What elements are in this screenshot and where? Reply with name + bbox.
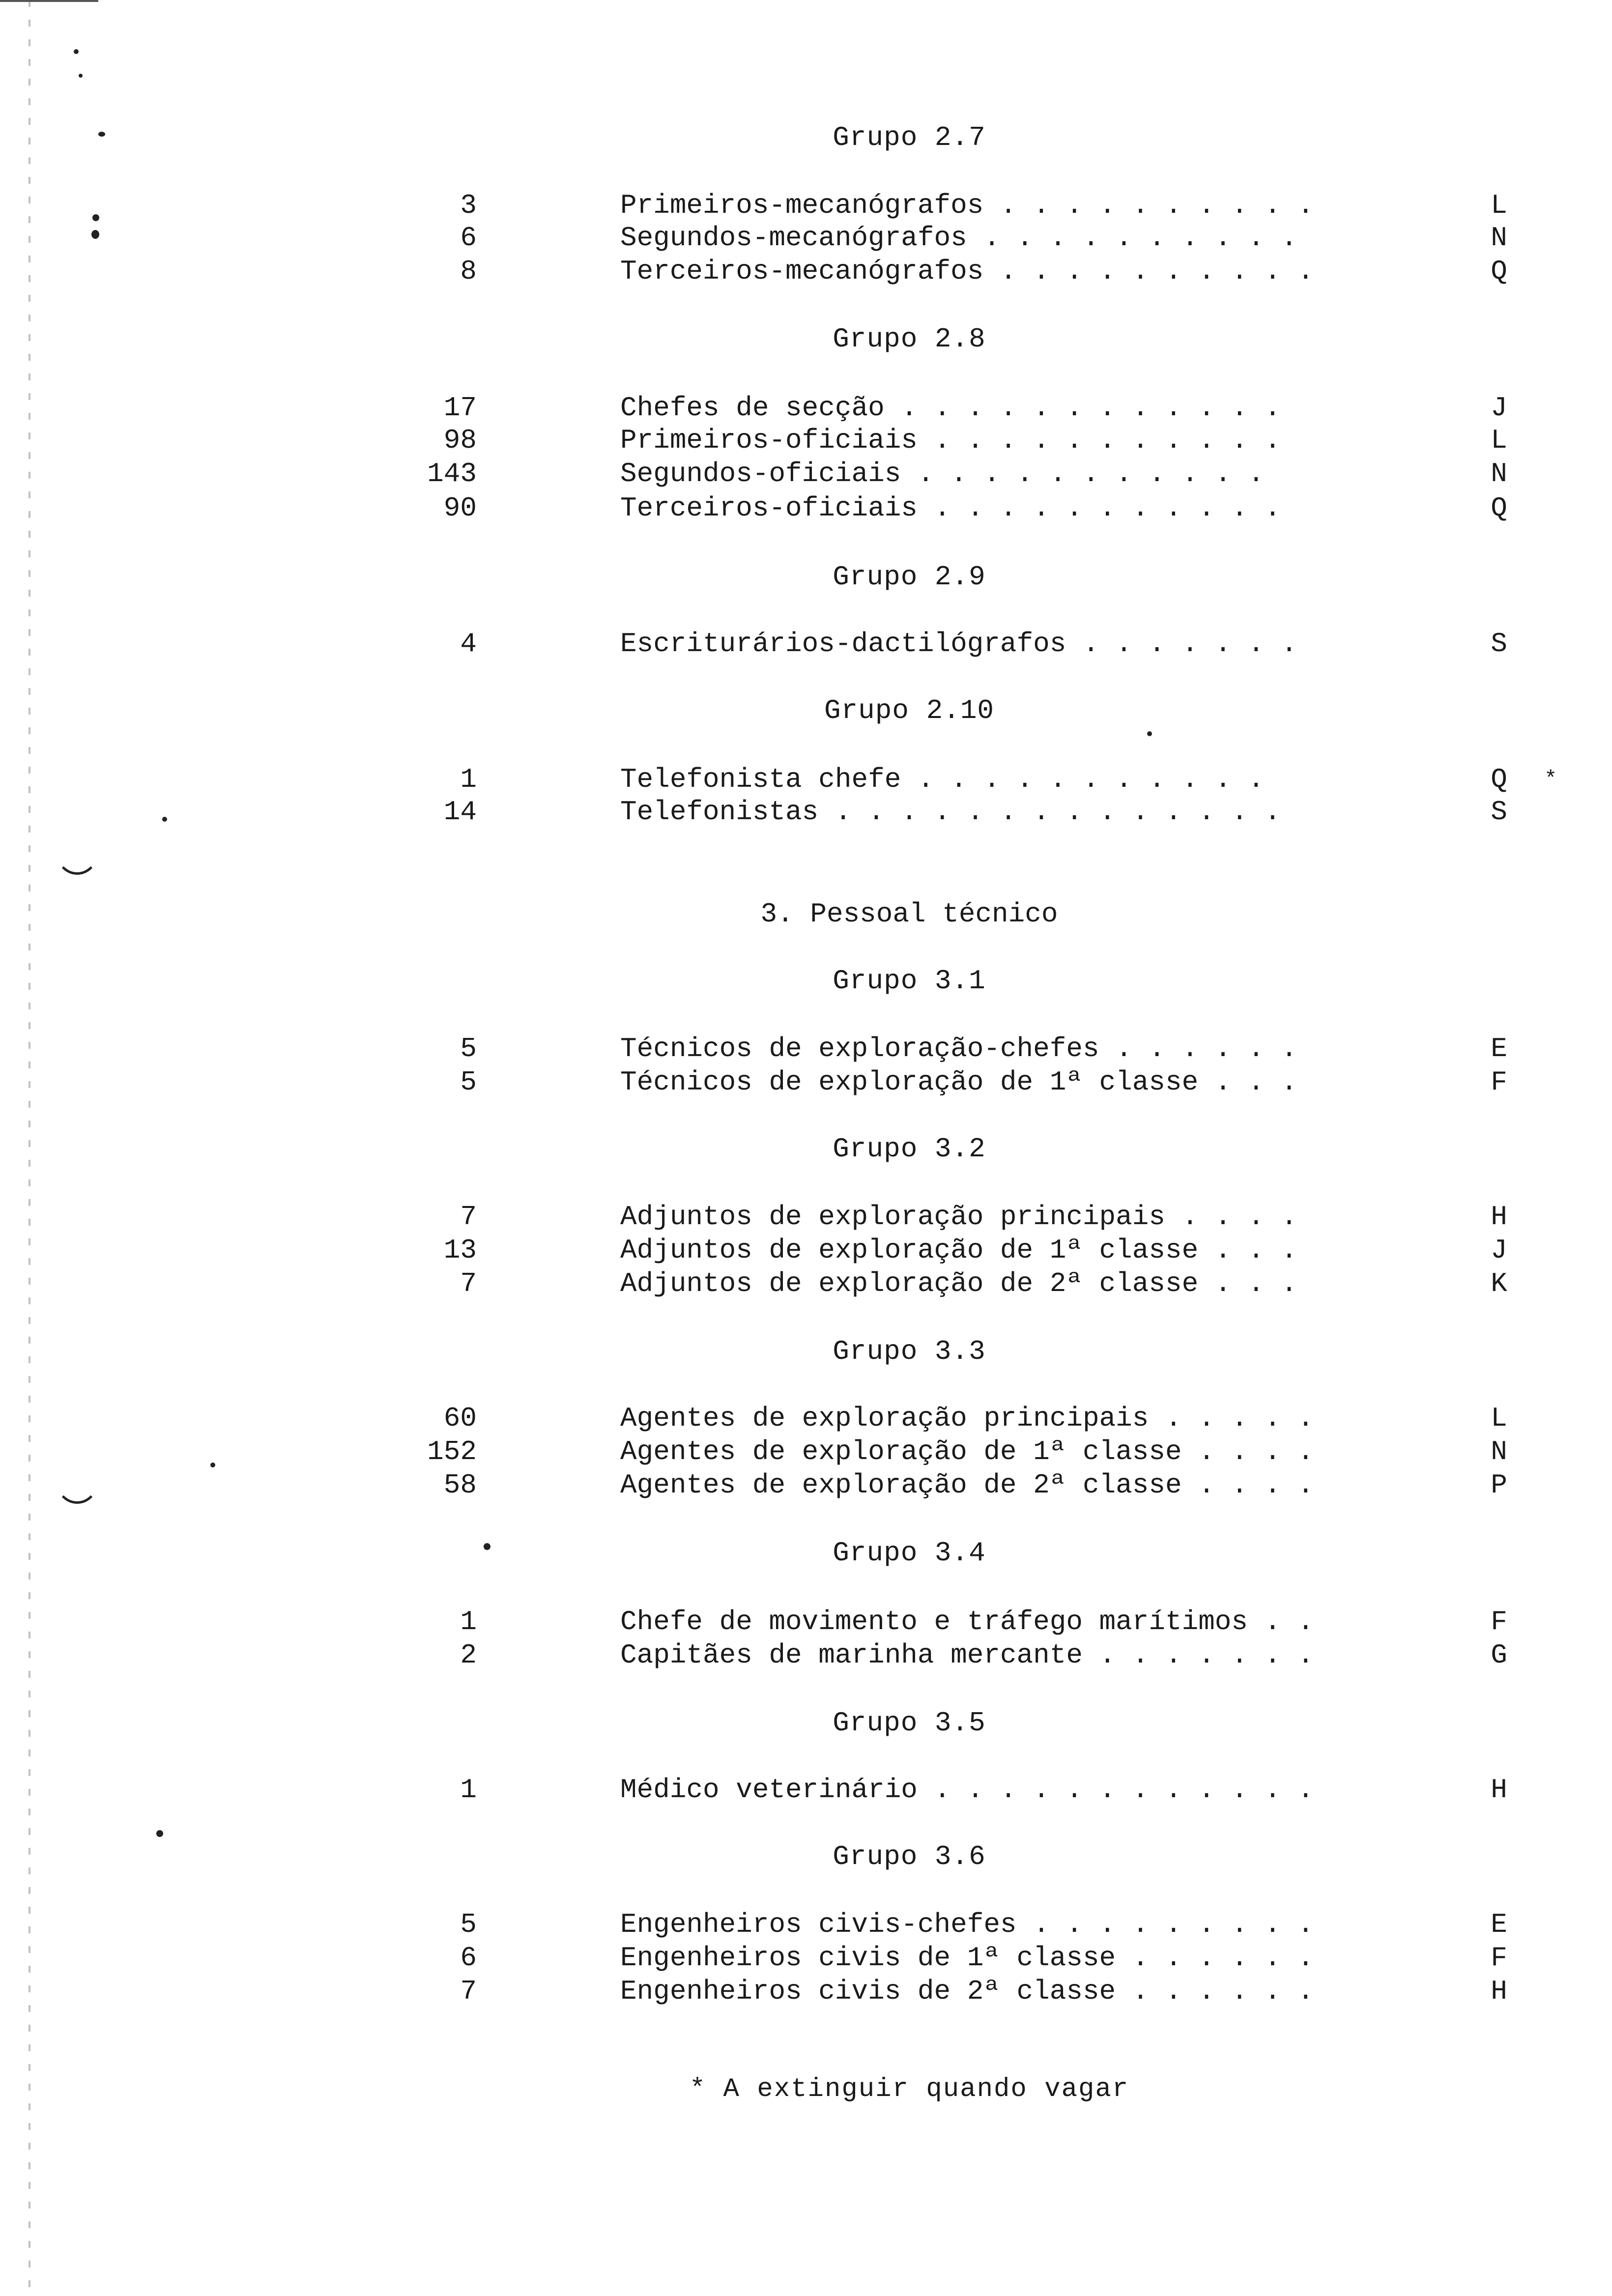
grade-letter: Q	[1491, 764, 1507, 795]
scan-speck	[98, 132, 105, 137]
table-row	[0, 1908, 1612, 1941]
scan-speck	[92, 214, 99, 221]
staff-count: 58	[443, 1469, 477, 1501]
position-title: Adjuntos de exploração de 1ª classe . . .	[620, 1234, 1297, 1266]
group-title: Grupo 3.4	[833, 1537, 986, 1569]
position-title: Engenheiros civis de 1ª classe . . . . . .	[620, 1942, 1314, 1974]
grade-letter: F	[1491, 1066, 1507, 1098]
position-title: Adjuntos de exploração principais . . . .	[620, 1201, 1297, 1233]
table-row	[0, 221, 1612, 255]
position-title: Segundos-mecanógrafos . . . . . . . . . .	[620, 222, 1297, 254]
staff-count: 4	[460, 628, 477, 660]
staff-count: 3	[460, 190, 477, 221]
position-title: Segundos-oficiais . . . . . . . . . . .	[620, 458, 1265, 489]
position-title: Médico veterinário . . . . . . . . . . . .	[620, 1774, 1314, 1806]
grade-letter: H	[1491, 1774, 1507, 1806]
staff-count: 17	[443, 392, 477, 424]
staff-count: 1	[460, 764, 477, 795]
position-title: Agentes de exploração de 1ª classe . . . .	[620, 1436, 1314, 1467]
staff-count: 7	[460, 1976, 477, 2007]
grade-letter: N	[1491, 222, 1507, 254]
position-title: Telefonista chefe . . . . . . . . . . .	[620, 764, 1265, 795]
grade-letter: K	[1491, 1268, 1507, 1299]
scan-speck	[1147, 731, 1152, 736]
scan-speck	[484, 1543, 490, 1550]
table-row	[0, 391, 1612, 425]
position-title: Terceiros-oficiais . . . . . . . . . . .	[620, 492, 1281, 524]
table-row	[0, 795, 1612, 829]
grade-letter: L	[1491, 425, 1507, 456]
grade-letter: P	[1491, 1469, 1507, 1501]
staff-count: 5	[460, 1033, 477, 1064]
group-title: Grupo 3.6	[833, 1841, 986, 1872]
position-title: Telefonistas . . . . . . . . . . . . . .	[620, 796, 1281, 828]
staff-count: 5	[460, 1066, 477, 1098]
table-row	[0, 1200, 1612, 1234]
table-row	[0, 189, 1612, 222]
position-title: Engenheiros civis de 2ª classe . . . . . .	[620, 1976, 1314, 2007]
position-title: Chefes de secção . . . . . . . . . . . .	[620, 392, 1281, 424]
group-title: Grupo 3.5	[833, 1707, 986, 1739]
grade-letter: H	[1491, 1201, 1507, 1233]
group-title: Grupo 2.8	[833, 323, 986, 355]
staff-count: 60	[443, 1403, 477, 1434]
table-row	[0, 1234, 1612, 1267]
grade-letter: F	[1491, 1606, 1507, 1637]
grade-letter: S	[1491, 628, 1507, 660]
table-row	[0, 1402, 1612, 1435]
table-row	[0, 1267, 1612, 1300]
table-row	[0, 1941, 1612, 1975]
staff-count: 13	[443, 1234, 477, 1266]
grade-letter: Q	[1491, 492, 1507, 524]
grade-letter: G	[1491, 1639, 1507, 1671]
grade-letter: N	[1491, 458, 1507, 489]
staff-count: 152	[427, 1436, 477, 1467]
table-row	[0, 1032, 1612, 1065]
position-title: Técnicos de exploração-chefes . . . . . .	[620, 1033, 1297, 1064]
staff-count: 14	[443, 796, 477, 828]
scan-speck	[74, 49, 79, 54]
grade-letter: L	[1491, 1403, 1507, 1434]
position-title: Adjuntos de exploração de 2ª classe . . .	[620, 1268, 1297, 1299]
scan-arc-mark	[55, 826, 99, 875]
table-row	[0, 1773, 1612, 1807]
grade-letter: Q	[1491, 256, 1507, 287]
table-row	[0, 255, 1612, 288]
grade-letter: J	[1491, 392, 1507, 424]
table-row	[0, 491, 1612, 525]
group-title: Grupo 3.1	[833, 965, 986, 997]
scan-speck	[162, 817, 167, 822]
staff-count: 7	[460, 1268, 477, 1299]
top-edge-line	[0, 0, 98, 2]
section-title: 3. Pessoal técnico	[760, 898, 1058, 930]
grade-letter: J	[1491, 1234, 1507, 1266]
staff-count: 2	[460, 1639, 477, 1671]
asterisk-mark: *	[1544, 767, 1557, 792]
staff-count: 5	[460, 1909, 477, 1940]
grade-letter: E	[1491, 1909, 1507, 1940]
table-row	[0, 1638, 1612, 1672]
group-title: Grupo 3.2	[833, 1133, 986, 1165]
grade-letter: L	[1491, 190, 1507, 221]
position-title: Agentes de exploração principais . . . . .	[620, 1403, 1314, 1434]
staff-count: 143	[427, 458, 477, 489]
group-title: Grupo 2.10	[824, 695, 995, 726]
scan-arc-mark	[55, 1455, 99, 1504]
grade-letter: N	[1491, 1436, 1507, 1467]
table-row	[0, 457, 1612, 490]
position-title: Primeiros-oficiais . . . . . . . . . . .	[620, 425, 1281, 456]
table-row	[0, 1605, 1612, 1638]
position-title: Primeiros-mecanógrafos . . . . . . . . . .	[620, 190, 1314, 221]
table-row	[0, 424, 1612, 457]
grade-letter: S	[1491, 796, 1507, 828]
staff-count: 1	[460, 1606, 477, 1637]
grade-letter: H	[1491, 1976, 1507, 2007]
scan-speck	[210, 1463, 215, 1467]
grade-letter: E	[1491, 1033, 1507, 1064]
scan-speck	[156, 1830, 163, 1837]
table-row	[0, 1065, 1612, 1099]
table-row	[0, 1435, 1612, 1468]
footnote: * A extinguir quando vagar	[689, 2074, 1129, 2104]
scan-speck	[79, 74, 83, 78]
grade-letter: F	[1491, 1942, 1507, 1974]
group-title: Grupo 2.7	[833, 122, 986, 153]
position-title: Engenheiros civis-chefes . . . . . . . . .	[620, 1909, 1314, 1940]
group-title: Grupo 2.9	[833, 561, 986, 593]
staff-count: 6	[460, 1942, 477, 1974]
table-row	[0, 763, 1612, 796]
staff-count: 7	[460, 1201, 477, 1233]
table-row	[0, 1975, 1612, 2008]
table-row	[0, 627, 1612, 660]
position-title: Chefe de movimento e tráfego marítimos . .	[620, 1606, 1314, 1637]
position-title: Capitães de marinha mercante . . . . . . .	[620, 1639, 1314, 1671]
staff-count: 8	[460, 256, 477, 287]
table-row	[0, 1468, 1612, 1502]
position-title: Escriturários-dactilógrafos . . . . . . .	[620, 628, 1297, 660]
staff-count: 98	[443, 425, 477, 456]
position-title: Técnicos de exploração de 1ª classe . . .	[620, 1066, 1297, 1098]
scan-speck	[91, 230, 99, 239]
position-title: Agentes de exploração de 2ª classe . . . .	[620, 1469, 1314, 1501]
staff-count: 1	[460, 1774, 477, 1806]
position-title: Terceiros-mecanógrafos . . . . . . . . . .	[620, 256, 1314, 287]
staff-count: 6	[460, 222, 477, 254]
group-title: Grupo 3.3	[833, 1336, 986, 1367]
staff-count: 90	[443, 492, 477, 524]
